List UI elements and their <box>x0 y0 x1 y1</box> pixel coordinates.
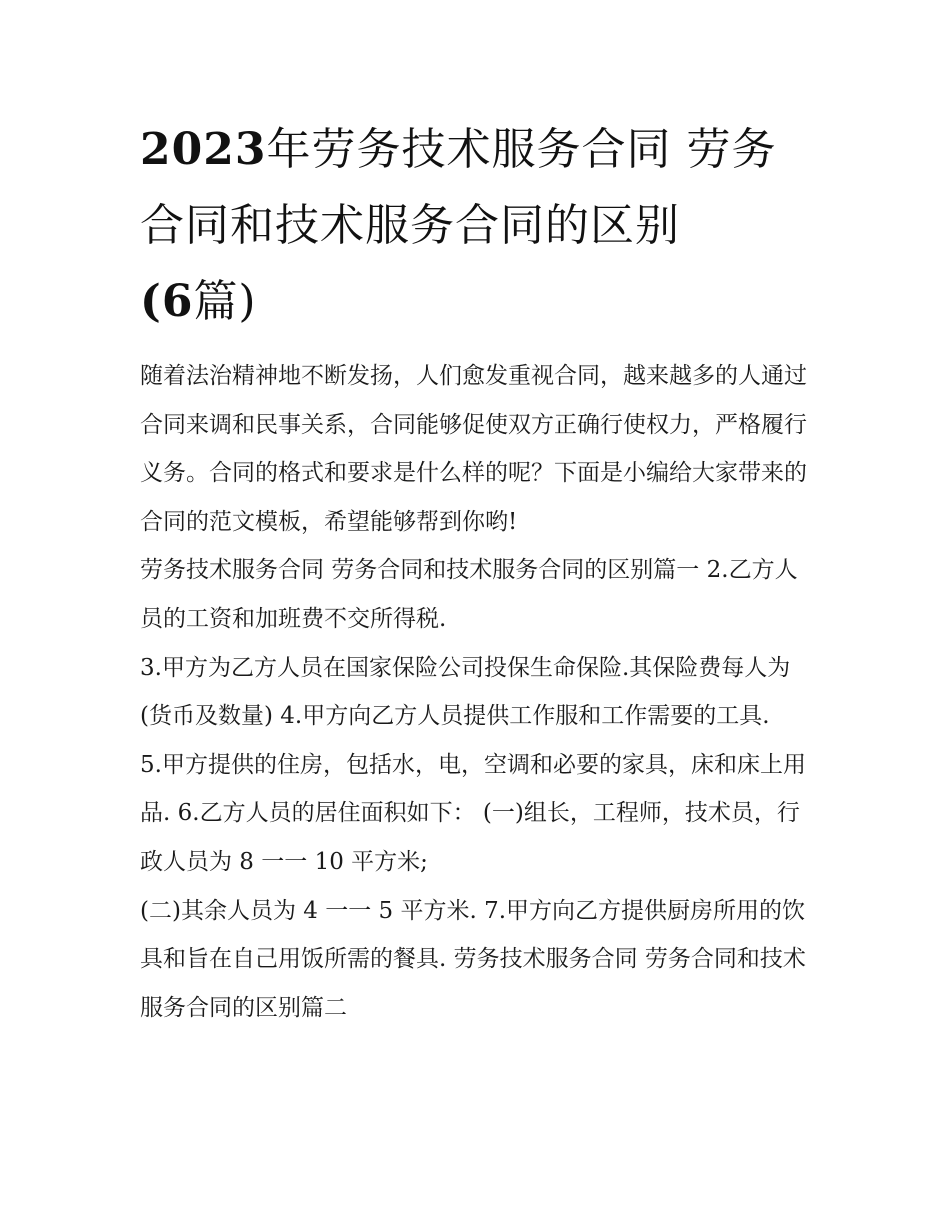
paragraph-item-7: (二)其余人员为 4 一一 5 平方米. 7.甲方向乙方提供厨房所用的饮具和旨在自己用饭所需的餐具. 劳务技术服务合同 劳务合同和技术服务合同的区别篇二 <box>140 897 806 1021</box>
document-title <box>140 112 820 340</box>
paragraph-item-5-6: 5.甲方提供的住房，包括水，电，空调和必要的家具，床和床上用品. 6.乙方人员的居住面积如下： (一)组长，工程师，技术员，行政人员为 8 一一 10 平方米; <box>140 751 806 875</box>
paragraph-intro: 随着法治精神地不断发扬，人们愈发重视合同，越来越多的人通过合同来调和民事关系，合同能够促使双方正确行使权力，严格履行义务。合同的格式和要求是什么样的呢？下面是小编给大家带来的合同的范文模板，希望能够帮到你哟! <box>140 363 807 535</box>
title-count-number: (6 <box>140 276 194 327</box>
title-count-suffix: 篇) <box>193 276 257 327</box>
paragraph-section-one: 劳务技术服务合同 劳务合同和技术服务合同的区别篇一 2.乙方人员的工资和加班费不交所得税. <box>140 557 798 632</box>
document-body <box>140 352 820 1032</box>
title-year: 2023 <box>140 124 267 175</box>
title-text: 年劳务技术服务合同 劳务合同和技术服务合同的区别 <box>140 124 777 251</box>
paragraph-item-3-4: 3.甲方为乙方人员在国家保险公司投保生命保险.其保险费每人为(货币及数量) 4.甲方向乙方人员提供工作服和工作需要的工具. <box>140 654 791 730</box>
